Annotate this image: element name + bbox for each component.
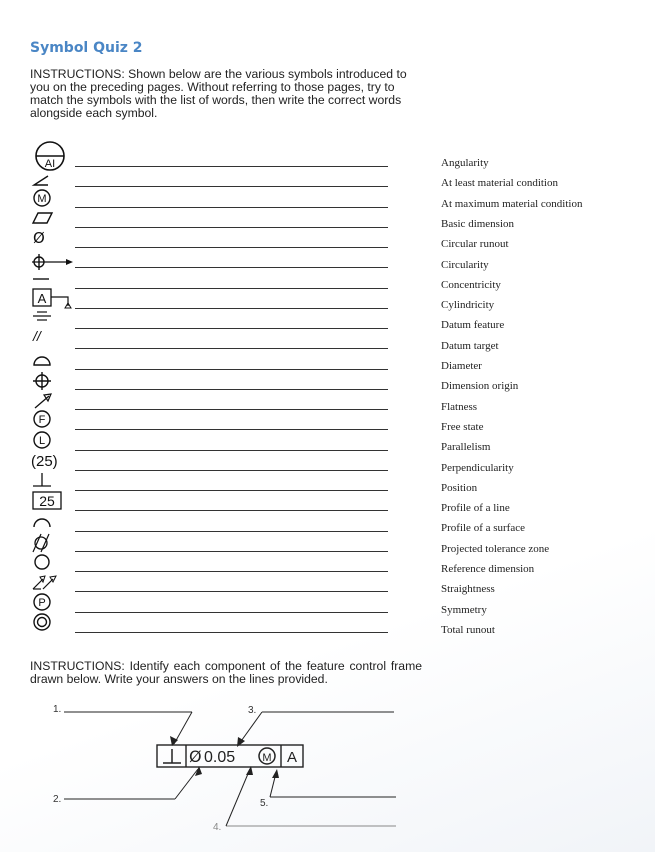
answer-line[interactable] [75,632,388,633]
answer-line[interactable] [75,429,388,430]
instructions-symbols: INSTRUCTIONS: Shown below are the various symbols introduced to you on the preceding pages. Without referring to those pages, try to match the symbols with the list of words, then write the correct words alongside each symbol. [30,67,407,120]
circularity-icon [33,553,81,573]
word-list-item: Circular runout [441,238,509,251]
page-title: Symbol Quiz 2 [30,40,143,56]
datum-feature-letter: A [37,291,47,306]
word-list-item: Flatness [441,400,478,413]
word-list-item: Parallelism [441,441,491,454]
free-state-letter: F [38,414,46,426]
diameter-glyph: Ø [33,229,45,247]
word-list-item: Datum feature [441,319,505,332]
frame-mmc-icon [259,748,275,764]
answer-line[interactable] [75,470,388,471]
callout-5-label: 5. [260,798,269,809]
projected-tolerance-letter: P [38,597,46,609]
word-list-item: Straightness [441,583,495,596]
word-list-item: Profile of a line [441,502,510,515]
word-list-item: Projected tolerance zone [441,542,550,555]
answer-line[interactable] [75,531,388,532]
frame-diameter: Ø [189,747,202,766]
word-list-item: Dimension origin [441,380,519,393]
parallelism-icon [32,328,80,348]
callout-3-label: 3. [248,705,257,716]
callout-2-leader [175,769,198,799]
all-around-icon [32,140,80,170]
word-list-item: Reference dimension [441,563,535,575]
answer-line[interactable] [75,612,388,613]
frame-datum: A [286,749,298,766]
datum-feature-icon [32,288,80,308]
answer-line[interactable] [75,571,388,572]
word-list-item: Free state [441,420,484,433]
word-list-item: At maximum material condition [441,197,583,210]
projected-tolerance-zone-icon [33,593,81,613]
profile-of-a-surface-icon [32,353,80,373]
answer-line[interactable] [75,348,388,349]
answer-line[interactable] [75,409,388,410]
word-list-item: At least material condition [441,177,558,190]
answer-line[interactable] [75,450,388,451]
word-list-item: Total runout [441,623,495,636]
answer-line[interactable] [75,369,388,370]
dimension-origin-icon [30,252,78,272]
lmc-letter: L [38,435,46,447]
word-list-item: Diameter [441,360,482,372]
position-icon [32,371,80,391]
callout-4-leader [226,769,250,826]
answer-line[interactable] [75,389,388,390]
instructions-feature-control-frame: INSTRUCTIONS: Identify each component of the feature control frame drawn below. Write your answers on the lines provided. [30,659,422,686]
answer-line[interactable] [75,247,388,248]
answer-line[interactable] [75,267,388,268]
word-list-item: Profile of a surface [441,522,525,535]
reference-dimension-icon [30,451,78,471]
callout-3-leader [239,712,262,744]
word-list-item: Perpendicularity [441,461,514,474]
answer-line[interactable] [75,328,388,329]
answer-line[interactable] [75,510,388,511]
frame-modifier: M [262,752,272,764]
maximum-material-condition-icon [33,189,81,209]
word-list-item: Cylindricity [441,299,495,312]
all-around-label: AI [44,158,56,170]
reference-dimension-text: (25) [31,453,58,470]
frame-tolerance: 0.05 [204,749,236,766]
answer-line[interactable] [75,591,388,592]
answer-line[interactable] [75,227,388,228]
word-list-item: Angularity [441,157,489,169]
callout-4-label: 4. [213,822,222,833]
concentricity-icon [33,613,81,633]
answer-line[interactable] [75,166,388,167]
answer-line[interactable] [75,186,388,187]
word-list-item: Basic dimension [441,217,515,230]
perpendicularity-icon [32,472,80,492]
answer-line[interactable] [75,308,388,309]
mmc-letter: M [37,193,47,205]
frame-box [157,745,303,767]
word-list-item: Symmetry [441,603,487,616]
callout-2-label: 2. [53,794,62,805]
word-list-item: Position [441,481,478,494]
word-list-item: Concentricity [441,278,501,291]
basic-dimension-text: 25 [39,493,55,509]
diameter-icon [31,228,79,248]
basic-dimension-icon [32,491,80,511]
profile-of-a-line-icon [32,515,80,535]
word-list-item: Circularity [441,258,489,271]
least-material-condition-icon [33,431,81,451]
callout-5-leader [270,773,276,797]
total-runout-icon [31,573,79,593]
cylindricity-icon [31,533,79,553]
answer-line[interactable] [75,288,388,289]
word-list-item: Datum target [441,339,499,352]
callout-1-label: 1. [53,704,62,715]
answer-line[interactable] [75,490,388,491]
answer-line[interactable] [75,207,388,208]
callout-1-leader [174,712,192,744]
parallelism-glyph: // [33,328,41,344]
answer-line[interactable] [75,551,388,552]
free-state-icon [33,410,81,430]
